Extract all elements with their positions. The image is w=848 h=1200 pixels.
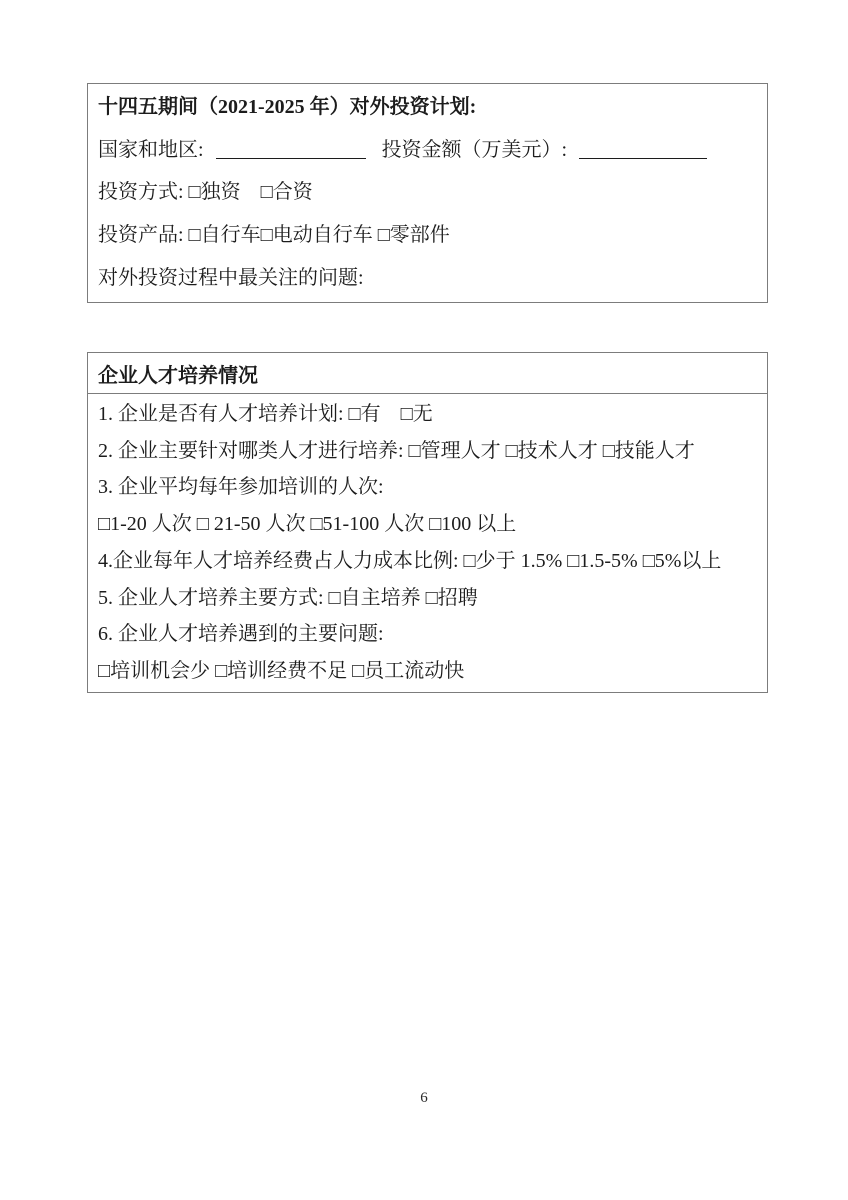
talent-item-6 xyxy=(98,623,757,646)
talent-section-body xyxy=(88,394,767,692)
talent-item-6-options xyxy=(98,660,757,683)
talent-item-4-text: 4.企业每年人才培养经费占人力成本比例: □少于 1.5% □1.5-5% □5%以上 xyxy=(98,549,722,572)
investment-plan-title-text: 十四五期间（2021-2025 年）对外投资计划: xyxy=(98,95,477,118)
investment-concern-text: 对外投资过程中最关注的问题: xyxy=(98,267,364,290)
talent-item-4 xyxy=(98,550,757,573)
investment-amount-label: 投资金额（万美元）: xyxy=(381,138,568,161)
talent-item-3-options-text: □1-20 人次 □ 21-50 人次 □51-100 人次 □100 以上 xyxy=(98,513,517,536)
investment-plan-title xyxy=(98,96,757,119)
talent-section-header xyxy=(88,353,767,394)
investment-plan-section xyxy=(87,83,768,303)
talent-item-5 xyxy=(98,587,757,610)
talent-item-3-options xyxy=(98,513,757,536)
investment-product-text: 投资产品: □自行车□电动自行车 □零部件 xyxy=(98,224,450,247)
country-region-label: 国家和地区: xyxy=(98,138,204,161)
country-amount-line xyxy=(98,139,757,162)
talent-item-1 xyxy=(98,403,757,426)
investment-mode-text: 投资方式: □独资 □合资 xyxy=(98,181,313,204)
talent-item-6-options-text: □培训机会少 □培训经费不足 □员工流动快 xyxy=(98,660,465,683)
investment-concern-line xyxy=(98,267,757,290)
talent-section-header-text: 企业人才培养情况 xyxy=(98,364,258,387)
talent-item-1-text: 1. 企业是否有人才培养计划: □有 □无 xyxy=(98,402,433,425)
investment-amount-blank xyxy=(579,157,707,159)
investment-product-line xyxy=(98,224,757,247)
page-number: 6 xyxy=(420,1090,428,1106)
talent-item-5-text: 5. 企业人才培养主要方式: □自主培养 □招聘 xyxy=(98,586,478,609)
talent-item-3 xyxy=(98,476,757,499)
talent-item-2 xyxy=(98,440,757,463)
talent-item-6-text: 6. 企业人才培养遇到的主要问题: xyxy=(98,623,384,646)
country-region-blank xyxy=(216,157,366,159)
talent-item-3-text: 3. 企业平均每年参加培训的人次: xyxy=(98,476,384,499)
investment-mode-line xyxy=(98,181,757,204)
talent-training-section xyxy=(87,352,768,693)
talent-item-2-text: 2. 企业主要针对哪类人才进行培养: □管理人才 □技术人才 □技能人才 xyxy=(98,439,695,462)
